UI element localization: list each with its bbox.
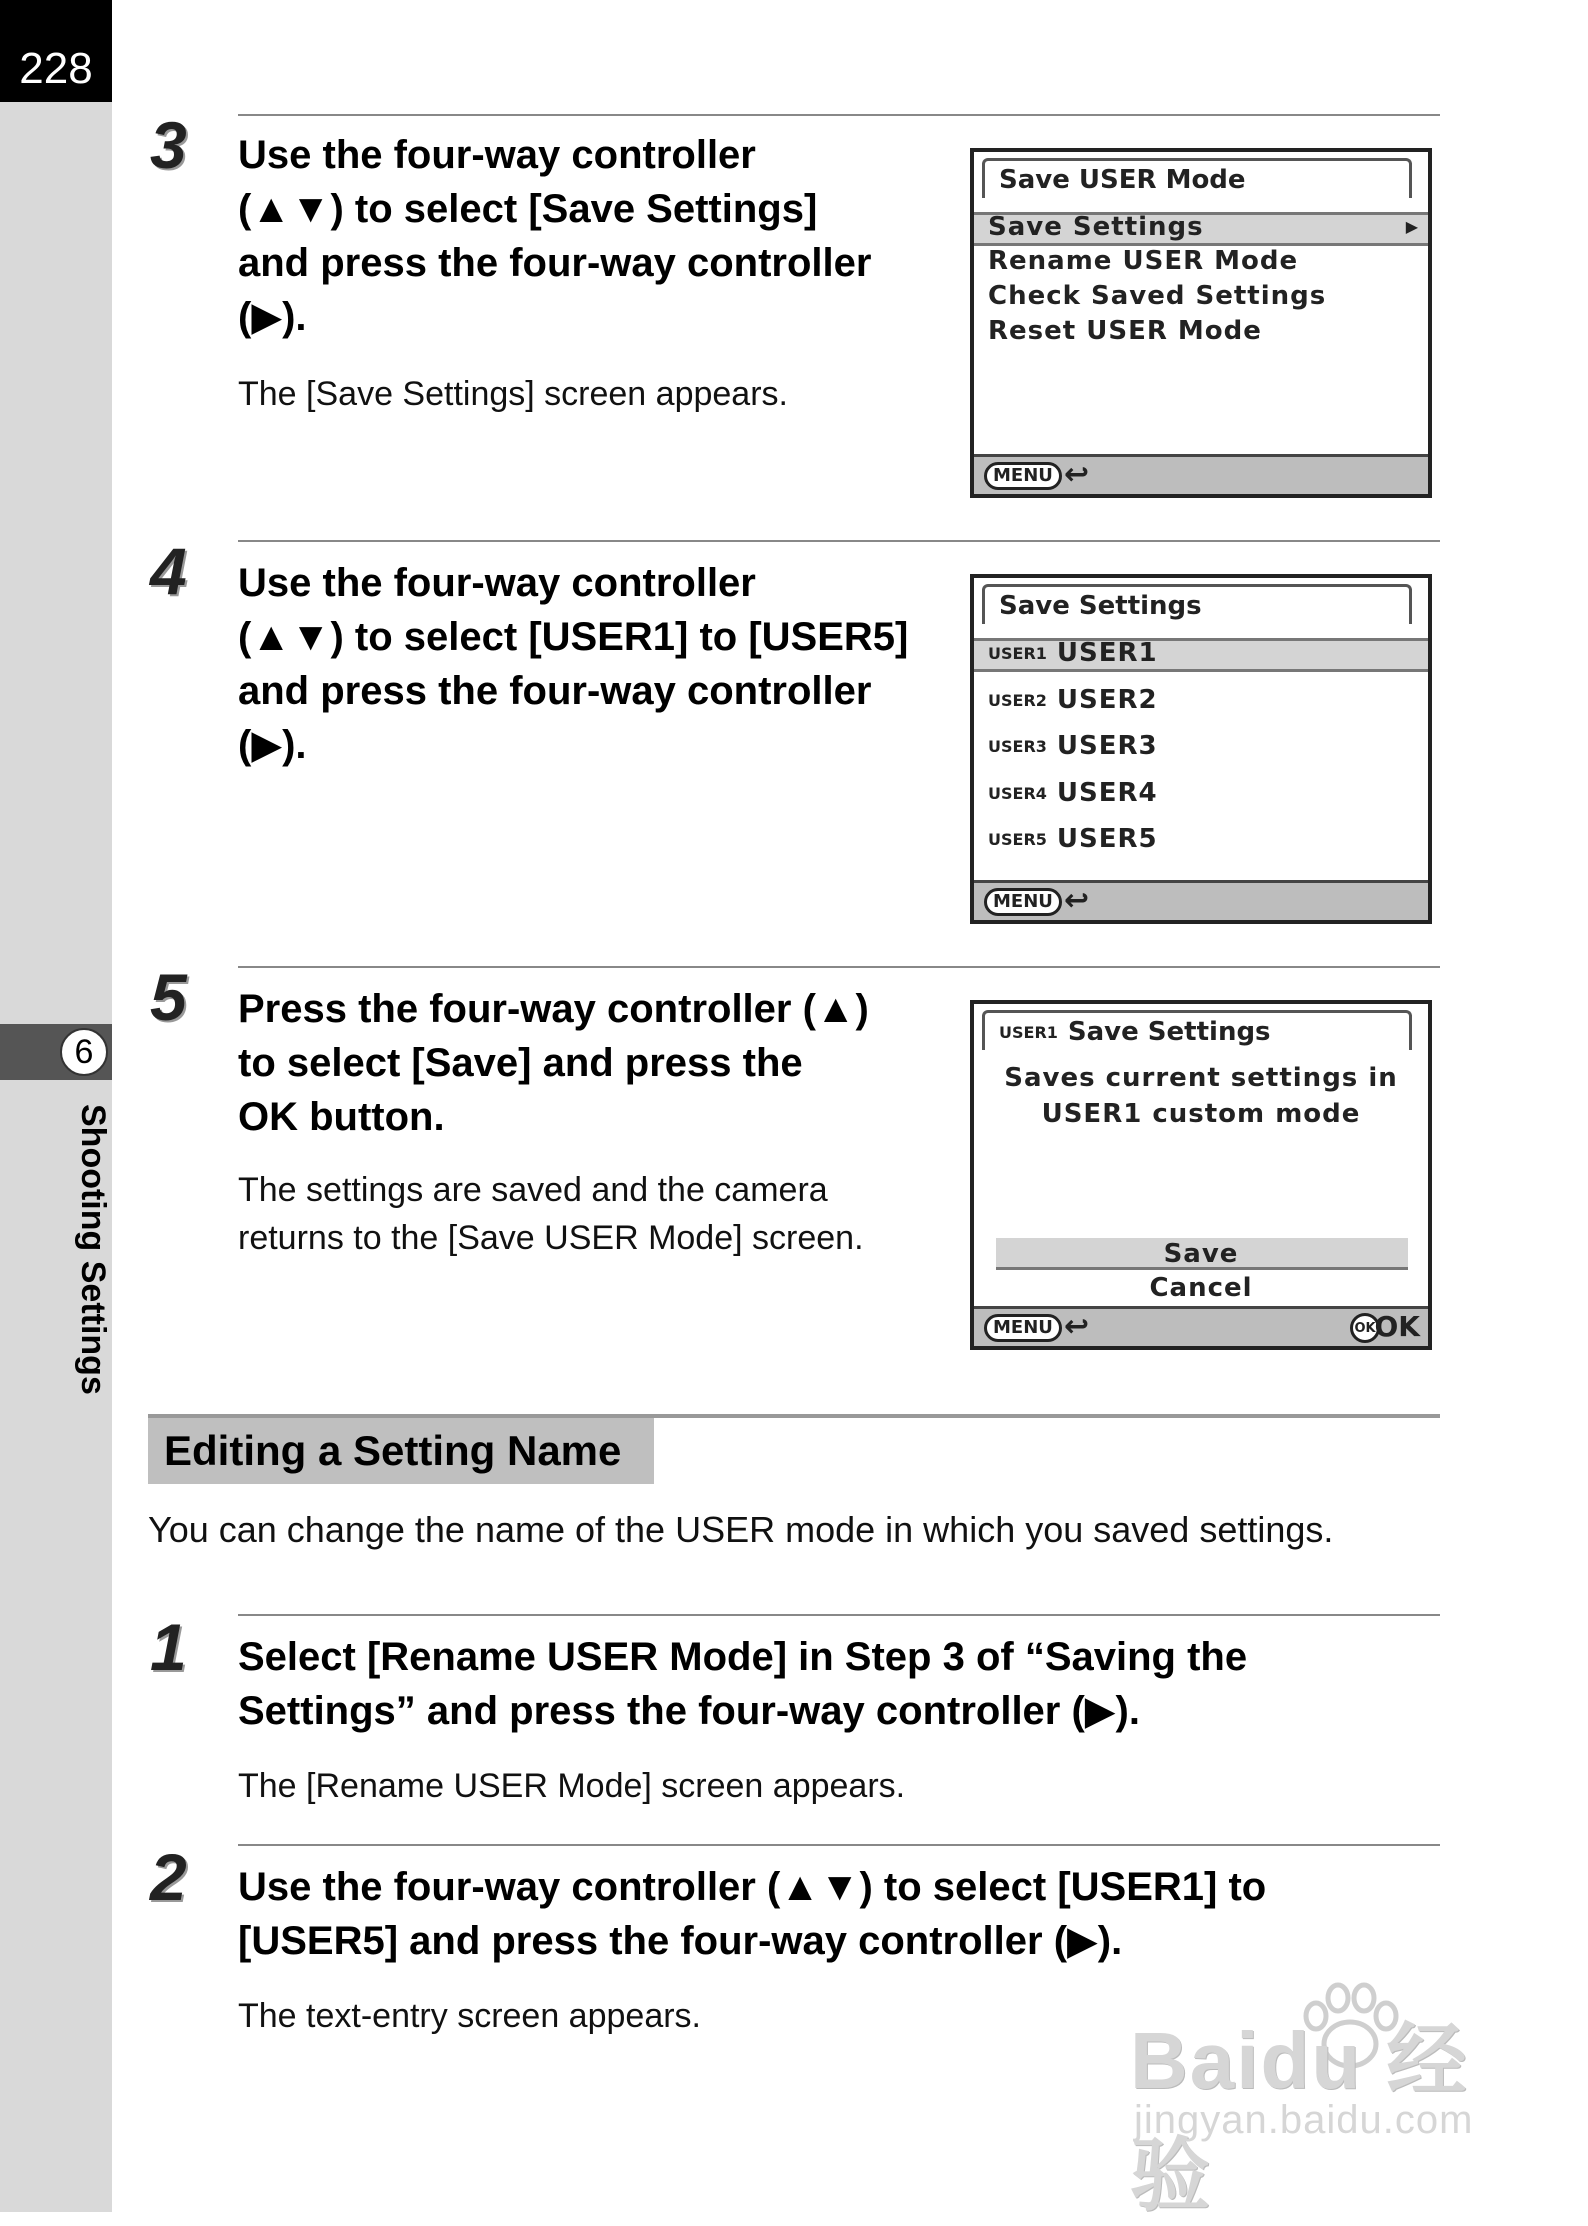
menu-item-check-saved-settings[interactable]: Check Saved Settings: [988, 281, 1327, 311]
message-line: Saves current settings in: [1004, 1063, 1398, 1093]
divider: [238, 966, 1440, 968]
list-item-label: USER5: [1056, 824, 1158, 854]
heading-line: [USER5] and press the four-way controller (▶).: [238, 1919, 1123, 1963]
message-line: USER1 custom mode: [1041, 1099, 1361, 1129]
back-arrow-icon: ↩: [1064, 883, 1090, 918]
list-item-label: USER1: [1056, 638, 1158, 668]
list-item-label: USER3: [1056, 731, 1158, 761]
list-item-label: USER4: [1056, 778, 1158, 808]
screen-bottom-bar: [974, 1306, 1428, 1346]
divider: [238, 1614, 1440, 1616]
cancel-option[interactable]: Cancel: [1149, 1273, 1253, 1303]
list-item-user5[interactable]: [988, 822, 1158, 857]
divider: [238, 1844, 1440, 1846]
back-arrow-icon: ↩: [1064, 457, 1090, 492]
step-number: 4: [150, 534, 187, 608]
section-title: Editing a Setting Name: [148, 1418, 654, 1484]
heading-line: Use the four-way controller (▲▼) to select [USER1] to: [238, 1865, 1267, 1909]
screen-bottom-bar: [974, 454, 1428, 494]
menu-item-reset-user-mode[interactable]: Reset USER Mode: [988, 316, 1262, 346]
step-number: 1: [150, 1610, 187, 1684]
heading-line: and press the four-way controller: [238, 669, 872, 713]
user-mode-icon: USER4: [988, 784, 1047, 803]
screen-title: Save Settings: [982, 584, 1412, 624]
user-mode-icon: USER2: [988, 691, 1047, 710]
chapter-number: 6: [60, 1028, 108, 1076]
user-mode-icon: USER1: [999, 1023, 1058, 1042]
screen-bottom-bar: [974, 880, 1428, 920]
list-item-user3[interactable]: [988, 729, 1158, 764]
user-mode-icon: USER5: [988, 830, 1047, 849]
heading-line: Press the four-way controller (▲): [238, 987, 869, 1031]
step-number: 2: [150, 1840, 187, 1914]
list-item-user1[interactable]: [988, 636, 1158, 671]
camera-screen-save-user-mode: [970, 148, 1432, 498]
screen-title-text: Save Settings: [1067, 1017, 1271, 1047]
heading-line: OK button.: [238, 1095, 445, 1139]
list-item-label: USER2: [1056, 685, 1158, 715]
step-body: The [Save Settings] screen appears.: [238, 375, 788, 413]
heading-line: and press the four-way controller: [238, 241, 872, 285]
heading-line: (▶).: [238, 295, 307, 339]
step-heading: [238, 556, 908, 772]
body-line: returns to the [Save USER Mode] screen.: [238, 1219, 864, 1257]
ok-label: OK: [1374, 1310, 1420, 1343]
body-line: The settings are saved and the camera: [238, 1171, 828, 1209]
heading-line: Settings” and press the four-way controller (▶).: [238, 1689, 1140, 1733]
step-body: The [Rename USER Mode] screen appears.: [238, 1767, 906, 1805]
heading-line: (▶).: [238, 723, 307, 767]
step-number: 3: [150, 108, 187, 182]
step-number: 5: [150, 960, 187, 1034]
screen-title: Save USER Mode: [982, 158, 1412, 198]
heading-line: (▲▼) to select [Save Settings]: [238, 187, 818, 231]
step-heading: [238, 1860, 1266, 1968]
page-number: 228: [0, 0, 112, 102]
menu-item-rename-user-mode[interactable]: Rename USER Mode: [988, 246, 1299, 276]
screen-title: [982, 1010, 1412, 1050]
user-mode-icon: USER1: [988, 644, 1047, 663]
watermark-logo: Baidu 经验: [1130, 2016, 1469, 2220]
step-body: The text-entry screen appears.: [238, 1997, 702, 2035]
chevron-right-icon: ▶: [1405, 217, 1418, 236]
user-mode-icon: USER3: [988, 737, 1047, 756]
heading-line: (▲▼) to select [USER1] to [USER5]: [238, 615, 909, 659]
chapter-title: Shooting Settings: [74, 1104, 112, 1395]
back-arrow-icon: ↩: [1064, 1309, 1090, 1344]
divider: [238, 114, 1440, 116]
heading-line: Use the four-way controller: [238, 561, 756, 605]
section-intro: You can change the name of the USER mode in which you saved settings.: [148, 1509, 1334, 1550]
step-body: [238, 1166, 864, 1262]
list-item-user2[interactable]: [988, 683, 1158, 718]
heading-line: Use the four-way controller: [238, 133, 756, 177]
camera-screen-save-confirm: [970, 1000, 1432, 1350]
menu-button-icon: MENU: [984, 1314, 1062, 1342]
watermark-url: jingyan.baidu.com: [1134, 2098, 1474, 2142]
step-heading: [238, 128, 871, 344]
list-item-user4[interactable]: [988, 776, 1158, 811]
step-heading: [238, 982, 869, 1144]
heading-line: to select [Save] and press the: [238, 1041, 803, 1085]
camera-screen-save-settings-list: [970, 574, 1432, 924]
ok-button-icon: OK: [1350, 1313, 1380, 1343]
heading-line: Select [Rename USER Mode] in Step 3 of “Saving the: [238, 1635, 1248, 1679]
divider: [238, 540, 1440, 542]
watermark: [1120, 1976, 1500, 2220]
menu-item-save-settings[interactable]: Save Settings: [988, 212, 1204, 242]
menu-button-icon: MENU: [984, 462, 1062, 490]
save-option[interactable]: Save: [1163, 1239, 1239, 1269]
menu-button-icon: MENU: [984, 888, 1062, 916]
step-heading: [238, 1630, 1247, 1738]
